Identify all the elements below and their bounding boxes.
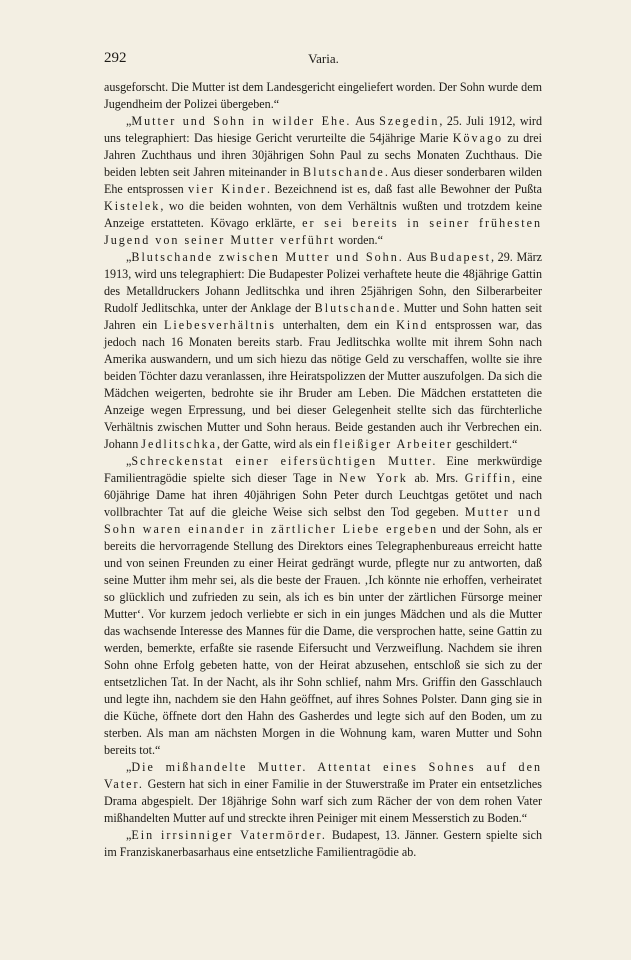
body-text — [104, 79, 542, 861]
text-run: , 25. Juli 1912, wird uns telegraphiert: Das hiesige Gericht verurteilte die 54jährige Marie — [104, 114, 542, 145]
spaced-text: Griffin — [464, 471, 513, 485]
text-run: „ — [126, 114, 132, 128]
spaced-text: vier Kinder — [188, 182, 267, 196]
text-run: „ — [126, 250, 132, 264]
text-run: ab. Mrs. — [407, 471, 465, 485]
spaced-text: Kistelek — [104, 199, 161, 213]
spaced-text: Mutter und Sohn waren einander in zärtlicher Liebe ergeben — [104, 505, 542, 536]
spaced-text: Blutschande zwischen Mutter und Sohn. — [131, 250, 404, 264]
text-run: ausgeforscht. Die Mutter ist dem Landesgericht eingeliefert worden. Der Sohn wurde dem Jugendheim der Polizei übergeben.“ — [104, 80, 542, 111]
spaced-text: Kövago — [452, 131, 504, 145]
spaced-text: Mutter und Sohn in wilder Ehe. — [131, 114, 352, 128]
paragraph — [104, 113, 542, 249]
spaced-text: er sei bereits in seiner frühesten Jugend von seiner Mutter verführt — [104, 216, 542, 247]
text-run: , 29. März 1913, wird uns telegraphiert: Die Budapester Polizei verhaftete heute die 48jährige Gattin des Metalldruckers Johann Jedlitschka und ihren 25jährigen Sohn, den Silberarbeiter Rudolf Jedlitschka, unter der Anklage der — [104, 250, 542, 315]
spaced-text: Blutschande — [314, 301, 397, 315]
paragraph — [104, 79, 542, 113]
text-run: und der Sohn, als er bereits die hervorragende Stellung des Direktors eines Telegraphenbureaus erreicht hatte und von seinen Freunden zu einer Heirat gedrängt wurde, pflegte nur zu antworten, daß seine Mutter ihm mehr sei, als die beste der Frauen. ‚Ich könnte nie erhoffen, verheiratet so glücklich und zufrieden zu sein, als ich es bin unter der zärtlichen Fürsorge meiner Mutter‘. Vor kurzem jedoch verliebte er sich in ein junges Mädchen und als die Mutter das wachsende Interesse des Mannes für die Dame, die versprochen hatte, seine Gattin zu werden, bemerkte, erfaßte sie rasende Eifersucht und Verzweiflung. Nachdem sie ihren Sohn ohne Erfolg gebeten hatte, von der Heirat abzusehen, entschloß sie sich zu der entsetzlichen Tat. In der Nacht, als ihr Sohn schlief, nahm Mrs. Griffin den Gasschlauch und legte ihn, nachdem sie den Hahn geöffnet, auf ihres Sohnes Polster. Dann ging sie in die Küche, öffnete dort den Hahn des Gasherdes und legte sich auf den Boden, um zu sterben. Als man am nächsten Morgen in die Wohnung kam, waren Mutter und Sohn bereits tot.“ — [104, 522, 543, 757]
text-run: Gestern hat sich in einer Familie in der Stuwerstraße im Prater ein entsetzliches Drama abgespielt. Der 18jährige Sohn warf sich zum Rächer der von dem rohen Vater mißhandelten Mutter auf und streckte ihren Peiniger mit einem Messerstich zu Boden.“ — [104, 777, 542, 825]
text-run: zu drei Jahren Zuchthaus und ihren 30jährigen Sohn Paul zu sechs Monaten Zuchthaus. Die beiden lebten seit Jahren miteinander in — [104, 131, 542, 179]
text-run: geschildert.“ — [452, 437, 518, 451]
text-run: , eine 60jährige Dame hat ihren 40jährigen Sohn Peter durch Leuchtgas getötet und nach vollbrachter Tat auf die gleiche Weise sich selbst den Tod gegeben. — [104, 471, 542, 519]
paragraph — [104, 827, 542, 861]
spaced-text: Budapest — [429, 250, 491, 264]
paragraph — [104, 759, 542, 827]
spaced-text: Liebesverhältnis — [163, 318, 276, 332]
text-run: Aus — [403, 250, 430, 264]
spaced-text: Kind — [396, 318, 429, 332]
spaced-text: Ein irrsinniger Vatermörder. — [131, 828, 327, 842]
text-run: . Aus dieser sonderbaren wilden Ehe entsprossen — [104, 165, 543, 196]
page-number: 292 — [104, 50, 127, 66]
text-run: Aus — [351, 114, 380, 128]
text-run: unterhalten, dem ein — [275, 318, 397, 332]
text-run: , der Gatte, wird als ein — [217, 437, 334, 451]
spaced-text: Szegedin — [379, 114, 440, 128]
paragraph — [104, 249, 542, 453]
spaced-text: fleißiger Arbeiter — [333, 437, 453, 451]
text-run: entsprossen war, das jedoch nach 16 Monaten bereits starb. Frau Jedlitschka wollte mit ihrem Sohn nach Amerika auswandern, und um sich hiezu das nötige Geld zu verschaffen, wollte sie ihre beiden Töchter dazu veranlassen, ihre Heiratspolizzen der Mutter auszufolgen. Da sich die Mädchen weigerten, bedrohte sie ihr Bruder am Leben. Die Mädchen erstatteten die Anzeige wegen Erpressung, und bei dieser Gelegenheit stellte sich das fürchterliche Verhältnis zwischen Mutter und Sohn heraus. Beide gestanden auch ihr Verbrechen ein. Johann — [104, 318, 543, 451]
spaced-text: Jedlitschka — [141, 437, 218, 451]
text-run: Budapest, 13. Jänner. Gestern spielte sich im Franziskanerbasarhaus eine entsetzliche Familientragödie ab. — [104, 828, 543, 859]
text-run: worden.“ — [335, 233, 383, 247]
paragraph — [104, 453, 542, 759]
text-run: , wo die beiden wohnten, von dem Verhältnis wußten und trotzdem keine Anzeige erstatteten. Kövago erklärte, — [104, 199, 542, 230]
text-run: Eine merkwürdige Familientragödie spielte sich dieser Tage in — [104, 454, 542, 485]
spaced-text: Schreckenstat einer eifersüchtigen Mutter. — [131, 454, 438, 468]
text-run: „ — [126, 828, 132, 842]
running-title: Varia. — [308, 51, 339, 66]
spaced-text: Blutschande — [303, 165, 385, 179]
spaced-text: Die mißhandelte Mutter. Attentat eines Sohnes auf den Vater. — [104, 760, 542, 791]
page-header — [104, 50, 543, 70]
text-run: „ — [126, 760, 132, 774]
text-run: . Bezeichnend ist es, daß fast alle Bewohner der Pußta — [266, 182, 542, 196]
text-run: . Mutter und Sohn hatten seit Jahren ein — [104, 301, 542, 332]
spaced-text: New York — [339, 471, 408, 485]
text-run: „ — [126, 454, 132, 468]
